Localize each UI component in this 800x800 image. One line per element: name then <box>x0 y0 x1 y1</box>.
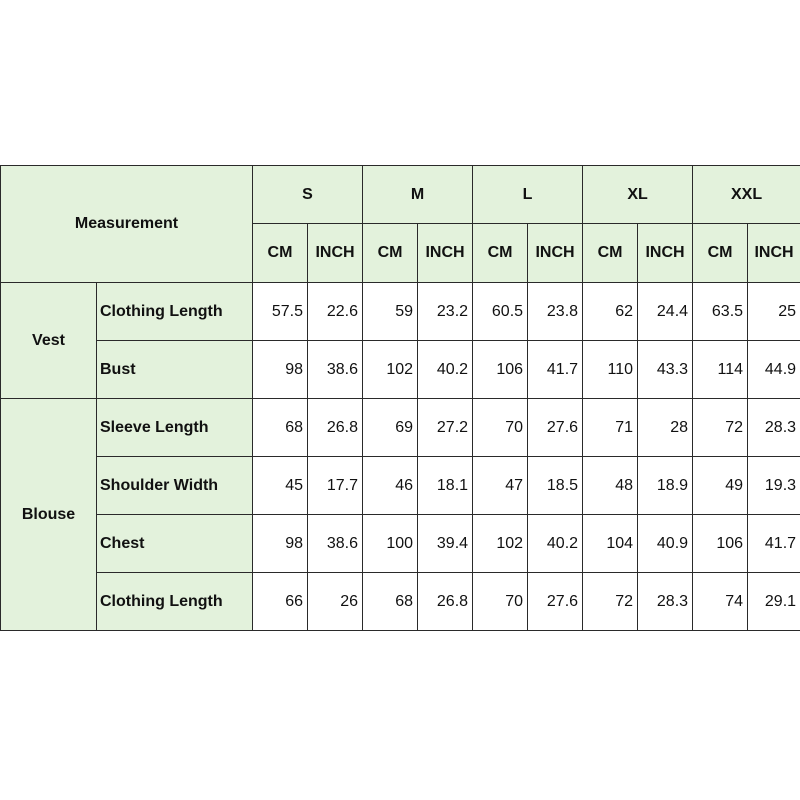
value-cell: 28 <box>638 399 693 457</box>
value-cell: 40.2 <box>528 515 583 573</box>
value-cell: 100 <box>363 515 418 573</box>
value-cell: 18.5 <box>528 457 583 515</box>
value-cell: 98 <box>253 515 308 573</box>
unit-header-cm: CM <box>363 224 418 283</box>
size-header-xxl: XXL <box>693 166 800 224</box>
value-cell: 26 <box>308 573 363 631</box>
value-cell: 29.1 <box>748 573 800 631</box>
unit-header-inch: INCH <box>528 224 583 283</box>
value-cell: 70 <box>473 399 528 457</box>
measurement-label: Chest <box>97 515 253 573</box>
value-cell: 44.9 <box>748 341 800 399</box>
unit-header-inch: INCH <box>308 224 363 283</box>
value-cell: 23.8 <box>528 283 583 341</box>
value-cell: 38.6 <box>308 341 363 399</box>
value-cell: 110 <box>583 341 638 399</box>
value-cell: 72 <box>583 573 638 631</box>
value-cell: 18.1 <box>418 457 473 515</box>
value-cell: 106 <box>693 515 748 573</box>
size-header-s: S <box>253 166 363 224</box>
group-label: Blouse <box>1 399 97 631</box>
size-header-m: M <box>363 166 473 224</box>
value-cell: 47 <box>473 457 528 515</box>
table-row <box>1 573 800 631</box>
value-cell: 62 <box>583 283 638 341</box>
value-cell: 17.7 <box>308 457 363 515</box>
size-chart-table <box>0 165 800 631</box>
unit-header-inch: INCH <box>748 224 800 283</box>
value-cell: 43.3 <box>638 341 693 399</box>
unit-header-cm: CM <box>583 224 638 283</box>
unit-header-cm: CM <box>473 224 528 283</box>
table-row <box>1 457 800 515</box>
value-cell: 38.6 <box>308 515 363 573</box>
unit-header-cm: CM <box>693 224 748 283</box>
value-cell: 27.2 <box>418 399 473 457</box>
value-cell: 106 <box>473 341 528 399</box>
value-cell: 26.8 <box>308 399 363 457</box>
value-cell: 68 <box>363 573 418 631</box>
value-cell: 27.6 <box>528 573 583 631</box>
value-cell: 72 <box>693 399 748 457</box>
value-cell: 68 <box>253 399 308 457</box>
value-cell: 18.9 <box>638 457 693 515</box>
value-cell: 102 <box>473 515 528 573</box>
value-cell: 98 <box>253 341 308 399</box>
value-cell: 26.8 <box>418 573 473 631</box>
value-cell: 19.3 <box>748 457 800 515</box>
value-cell: 49 <box>693 457 748 515</box>
unit-header-inch: INCH <box>418 224 473 283</box>
value-cell: 71 <box>583 399 638 457</box>
size-header-xl: XL <box>583 166 693 224</box>
value-cell: 41.7 <box>748 515 800 573</box>
value-cell: 23.2 <box>418 283 473 341</box>
value-cell: 114 <box>693 341 748 399</box>
value-cell: 60.5 <box>473 283 528 341</box>
unit-header-inch: INCH <box>638 224 693 283</box>
value-cell: 45 <box>253 457 308 515</box>
table-row <box>1 341 800 399</box>
value-cell: 59 <box>363 283 418 341</box>
size-header-row <box>1 166 800 224</box>
value-cell: 24.4 <box>638 283 693 341</box>
value-cell: 70 <box>473 573 528 631</box>
value-cell: 39.4 <box>418 515 473 573</box>
size-header-l: L <box>473 166 583 224</box>
value-cell: 66 <box>253 573 308 631</box>
table-row <box>1 399 800 457</box>
value-cell: 63.5 <box>693 283 748 341</box>
measurement-label: Clothing Length <box>97 283 253 341</box>
value-cell: 74 <box>693 573 748 631</box>
value-cell: 57.5 <box>253 283 308 341</box>
value-cell: 69 <box>363 399 418 457</box>
value-cell: 104 <box>583 515 638 573</box>
value-cell: 28.3 <box>638 573 693 631</box>
value-cell: 27.6 <box>528 399 583 457</box>
measurement-header: Measurement <box>1 166 253 283</box>
value-cell: 22.6 <box>308 283 363 341</box>
table-row <box>1 283 800 341</box>
table-body <box>1 166 800 631</box>
group-label: Vest <box>1 283 97 399</box>
measurement-label: Bust <box>97 341 253 399</box>
measurement-label: Sleeve Length <box>97 399 253 457</box>
value-cell: 46 <box>363 457 418 515</box>
value-cell: 28.3 <box>748 399 800 457</box>
value-cell: 25 <box>748 283 800 341</box>
table-row <box>1 515 800 573</box>
measurement-label: Clothing Length <box>97 573 253 631</box>
value-cell: 102 <box>363 341 418 399</box>
value-cell: 40.2 <box>418 341 473 399</box>
measurement-label: Shoulder Width <box>97 457 253 515</box>
unit-header-cm: CM <box>253 224 308 283</box>
value-cell: 40.9 <box>638 515 693 573</box>
value-cell: 48 <box>583 457 638 515</box>
value-cell: 41.7 <box>528 341 583 399</box>
